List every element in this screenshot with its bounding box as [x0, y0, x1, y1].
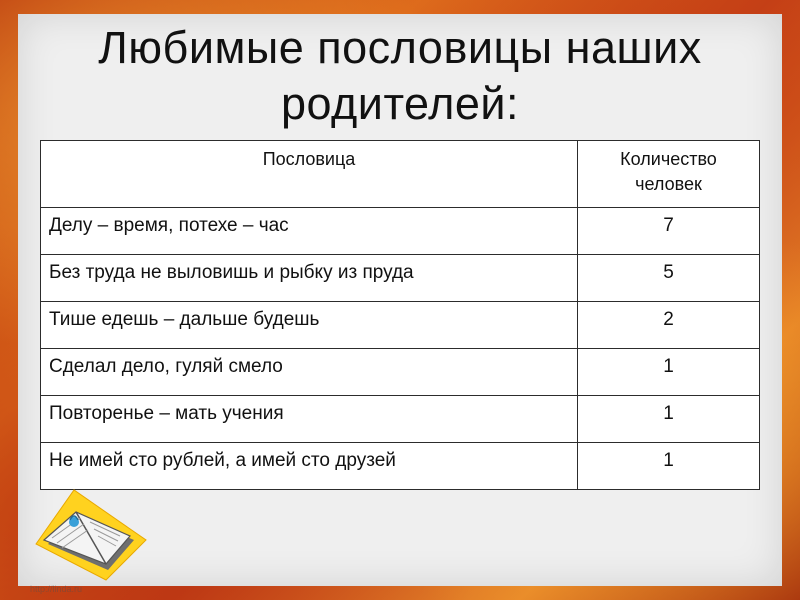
slide-title: Любимые пословицы наших родителей:	[98, 22, 702, 129]
proverb-cell: Без труда не выловишь и рыбку из пруда	[41, 255, 578, 302]
count-cell: 1	[578, 349, 760, 396]
watermark-text: http://linda.ru	[30, 584, 83, 594]
count-cell: 1	[578, 443, 760, 490]
count-cell: 1	[578, 396, 760, 443]
table-row	[41, 396, 760, 443]
proverb-cell: Не имей сто рублей, а имей сто друзей	[41, 443, 578, 490]
proverb-cell: Повторенье – мать учения	[41, 396, 578, 443]
table-header-row	[41, 141, 760, 208]
count-cell: 7	[578, 208, 760, 255]
count-cell: 2	[578, 302, 760, 349]
proverb-cell: Тише едешь – дальше будешь	[41, 302, 578, 349]
header-count: Количество человек	[578, 141, 760, 208]
proverbs-table	[40, 140, 760, 490]
table-row	[41, 302, 760, 349]
proverb-cell: Сделал дело, гуляй смело	[41, 349, 578, 396]
proverb-cell: Делу – время, потехе – час	[41, 208, 578, 255]
table-row	[41, 255, 760, 302]
count-cell: 5	[578, 255, 760, 302]
table-row	[41, 208, 760, 255]
table-row	[41, 349, 760, 396]
open-book-icon	[30, 482, 150, 582]
header-proverb: Пословица	[41, 141, 578, 208]
